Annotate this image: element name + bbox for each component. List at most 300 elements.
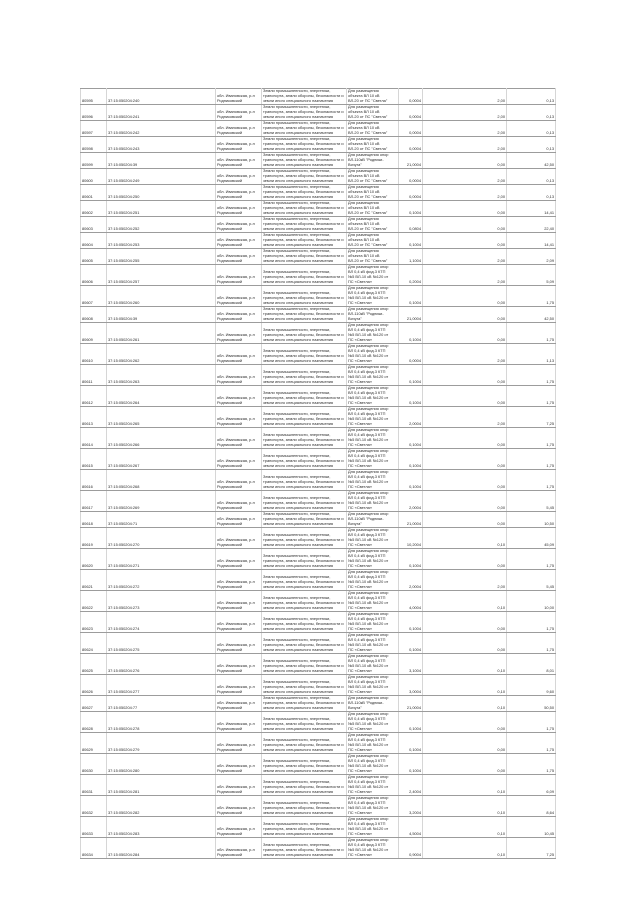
row-number-cell: 80596	[81, 105, 107, 121]
address-cell: обл. Ивановская, р-н Родниковский	[216, 217, 262, 233]
purpose-cell: Для размещения объекта ВЛ 10 кВ ВЛ-20 от ПС "Светла"	[347, 121, 399, 137]
row-number-cell: 80623	[81, 612, 107, 633]
rate-cell: 0,10	[423, 696, 507, 712]
land-category-cell: Земли промышленности, энергетики, транспорта, земли обороны, безопасности и земли иного специального назначения	[262, 307, 347, 323]
value-cell: 10,45	[507, 817, 556, 838]
land-category-cell: Земли промышленности, энергетики, транспорта, земли обороны, безопасности и земли иного специального назначения	[262, 407, 347, 428]
table-row	[81, 612, 556, 633]
row-number-cell: 80622	[81, 591, 107, 612]
table-row	[81, 233, 556, 249]
address-cell: обл. Ивановская, р-н Родниковский	[216, 307, 262, 323]
rate-cell: 0,00	[423, 733, 507, 754]
address-cell: обл. Ивановская, р-н Родниковский	[216, 733, 262, 754]
area-cell: 21,0004	[399, 512, 423, 528]
rate-cell: 2,00	[423, 249, 507, 265]
table-row	[81, 323, 556, 344]
land-category-cell: Земли промышленности, энергетики, транспорта, земли обороны, безопасности и земли иного специального назначения	[262, 838, 347, 859]
table-row	[81, 775, 556, 796]
purpose-cell: Для размещения опор ВЛ 0,4 кВ фид.3 КТП №5 ВЛ-10 кВ №120 от ПС «Светла»	[347, 344, 399, 365]
rate-cell: 0,00	[423, 153, 507, 169]
purpose-cell: Для размещения опор ВЛ 0,4 кВ фид.3 КТП №5 ВЛ-10 кВ №120 от ПС «Светла»	[347, 386, 399, 407]
land-category-cell: Земли промышленности, энергетики, транспорта, земли обороны, безопасности и земли иного специального назначения	[262, 217, 347, 233]
land-category-cell: Земли промышленности, энергетики, транспорта, земли обороны, безопасности и земли иного специального назначения	[262, 105, 347, 121]
table-row	[81, 754, 556, 775]
purpose-cell: Для размещения опор ВЛ 0,4 кВ фид.3 КТП №5 ВЛ-10 кВ №120 от ПС «Светла»	[347, 407, 399, 428]
area-cell: 0,0004	[399, 185, 423, 201]
purpose-cell: Для размещения объекта ВЛ 10 кВ ВЛ-20 от ПС "Светла"	[347, 105, 399, 121]
rate-cell: 0,10	[423, 796, 507, 817]
cadastral-number-cell: 37:15:050204:282	[107, 796, 216, 817]
rate-cell: 0,00	[423, 491, 507, 512]
address-cell: обл. Ивановская, р-н Родниковский	[216, 570, 262, 591]
value-cell: 1,75	[507, 633, 556, 654]
address-cell: обл. Ивановская, р-н Родниковский	[216, 696, 262, 712]
rate-cell: 0,00	[423, 233, 507, 249]
area-cell: 4,0004	[399, 591, 423, 612]
rate-cell: 0,10	[423, 817, 507, 838]
purpose-cell: Для размещения опор ВЛ 0,4 кВ фид.3 КТП №5 ВЛ-10 кВ №120 от ПС «Светла»	[347, 323, 399, 344]
cadastral-number-cell: 37:15:050204:249	[107, 169, 216, 185]
area-cell: 0,1004	[399, 612, 423, 633]
table-row	[81, 217, 556, 233]
value-cell: 1,75	[507, 286, 556, 307]
row-number-cell: 80597	[81, 121, 107, 137]
land-category-cell: Земли промышленности, энергетики, транспорта, земли обороны, безопасности и земли иного специального назначения	[262, 491, 347, 512]
area-cell: 1,1004	[399, 249, 423, 265]
purpose-cell: Для размещения объекта ВЛ 10 кВ ВЛ-20 от ПС "Светла"	[347, 233, 399, 249]
land-category-cell: Земли промышленности, энергетики, транспорта, земли обороны, безопасности и земли иного специального назначения	[262, 612, 347, 633]
address-cell: обл. Ивановская, р-н Родниковский	[216, 775, 262, 796]
row-number-cell: 80605	[81, 249, 107, 265]
area-cell: 4,5004	[399, 817, 423, 838]
table-row	[81, 365, 556, 386]
cadastral-number-cell: 37:15:050204:262	[107, 344, 216, 365]
value-cell: 1,75	[507, 612, 556, 633]
purpose-cell: Для размещения опор ВЛ 0,4 кВ фид.3 КТП №5 ВЛ-10 кВ №120 от ПС «Светла»	[347, 491, 399, 512]
address-cell: обл. Ивановская, р-н Родниковский	[216, 169, 262, 185]
table-row	[81, 89, 556, 105]
row-number-cell: 80631	[81, 775, 107, 796]
cadastral-number-cell: 37:15:050204:255	[107, 249, 216, 265]
cadastral-number-cell: 37:15:050204:265	[107, 407, 216, 428]
cadastral-number-cell: 37:15:050204:267	[107, 449, 216, 470]
row-number-cell: 80625	[81, 654, 107, 675]
table-row	[81, 137, 556, 153]
cadastral-number-cell: 37:15:050204:240	[107, 89, 216, 105]
land-category-cell: Земли промышленности, энергетики, транспорта, земли обороны, безопасности и земли иного специального назначения	[262, 733, 347, 754]
land-category-cell: Земли промышленности, энергетики, транспорта, земли обороны, безопасности и земли иного специального назначения	[262, 754, 347, 775]
value-cell: 50,50	[507, 696, 556, 712]
address-cell: обл. Ивановская, р-н Родниковский	[216, 654, 262, 675]
cadastral-number-cell: 37:15:050204:273	[107, 591, 216, 612]
table-row	[81, 169, 556, 185]
table-row	[81, 696, 556, 712]
cadastral-number-cell: 37:15:050204:253	[107, 233, 216, 249]
rate-cell: 2,00	[423, 121, 507, 137]
value-cell: 42,50	[507, 307, 556, 323]
address-cell: обл. Ивановская, р-н Родниковский	[216, 386, 262, 407]
table-row	[81, 491, 556, 512]
land-category-cell: Земли промышленности, энергетики, транспорта, земли обороны, безопасности и земли иного специального назначения	[262, 185, 347, 201]
value-cell: 1,75	[507, 449, 556, 470]
area-cell: 0,1004	[399, 286, 423, 307]
address-cell: обл. Ивановская, р-н Родниковский	[216, 153, 262, 169]
rate-cell: 0,00	[423, 217, 507, 233]
value-cell: 10,50	[507, 512, 556, 528]
value-cell: 7,25	[507, 407, 556, 428]
rate-cell: 2,00	[423, 344, 507, 365]
table-row	[81, 675, 556, 696]
value-cell: 1,75	[507, 754, 556, 775]
row-number-cell: 80615	[81, 449, 107, 470]
value-cell: 45,09	[507, 528, 556, 549]
cadastral-number-cell: 37:15:050204:241	[107, 105, 216, 121]
purpose-cell: Для размещения опор ВЛ 0,4 кВ фид.3 КТП №5 ВЛ-10 кВ №120 от ПС «Светла»	[347, 265, 399, 286]
table-row	[81, 386, 556, 407]
address-cell: обл. Ивановская, р-н Родниковский	[216, 449, 262, 470]
row-number-cell: 80621	[81, 570, 107, 591]
value-cell: 0,13	[507, 169, 556, 185]
area-cell: 3,2004	[399, 796, 423, 817]
value-cell: 22,40	[507, 217, 556, 233]
rate-cell: 2,00	[423, 137, 507, 153]
address-cell: обл. Ивановская, р-н Родниковский	[216, 233, 262, 249]
land-register-table	[80, 88, 556, 859]
address-cell: обл. Ивановская, р-н Родниковский	[216, 365, 262, 386]
area-cell: 0,0004	[399, 137, 423, 153]
cadastral-number-cell: 37:15:050204:264	[107, 386, 216, 407]
cadastral-number-cell: 37:15:050204:281	[107, 775, 216, 796]
row-number-cell: 80616	[81, 470, 107, 491]
value-cell: 1,75	[507, 428, 556, 449]
row-number-cell: 80599	[81, 153, 107, 169]
address-cell: обл. Ивановская, р-н Родниковский	[216, 612, 262, 633]
row-number-cell: 80630	[81, 754, 107, 775]
row-number-cell: 80619	[81, 528, 107, 549]
land-category-cell: Земли промышленности, энергетики, транспорта, земли обороны, безопасности и земли иного специального назначения	[262, 570, 347, 591]
value-cell: 5,09	[507, 265, 556, 286]
row-number-cell: 80632	[81, 796, 107, 817]
address-cell: обл. Ивановская, р-н Родниковский	[216, 549, 262, 570]
value-cell: 1,75	[507, 470, 556, 491]
address-cell: обл. Ивановская, р-н Родниковский	[216, 754, 262, 775]
area-cell: 21,0004	[399, 696, 423, 712]
land-category-cell: Земли промышленности, энергетики, транспорта, земли обороны, безопасности и земли иного специального назначения	[262, 323, 347, 344]
rate-cell: 2,00	[423, 265, 507, 286]
area-cell: 0,1004	[399, 386, 423, 407]
rate-cell: 0,00	[423, 365, 507, 386]
address-cell: обл. Ивановская, р-н Родниковский	[216, 675, 262, 696]
area-cell: 0,0004	[399, 344, 423, 365]
value-cell: 1,13	[507, 344, 556, 365]
purpose-cell: Для размещения опор ВЛ 0,4 кВ фид.3 КТП №5 ВЛ-10 кВ №120 от ПС «Светла»	[347, 612, 399, 633]
rate-cell: 2,00	[423, 185, 507, 201]
land-category-cell: Земли промышленности, энергетики, транспорта, земли обороны, безопасности и земли иного специального назначения	[262, 201, 347, 217]
table-row	[81, 201, 556, 217]
area-cell: 21,0004	[399, 153, 423, 169]
address-cell: обл. Ивановская, р-н Родниковский	[216, 528, 262, 549]
cadastral-number-cell: 37:15:050204:275	[107, 633, 216, 654]
row-number-cell: 80602	[81, 201, 107, 217]
table-row	[81, 712, 556, 733]
row-number-cell: 80613	[81, 407, 107, 428]
row-number-cell: 80634	[81, 838, 107, 859]
land-category-cell: Земли промышленности, энергетики, транспорта, земли обороны, безопасности и земли иного специального назначения	[262, 591, 347, 612]
land-category-cell: Земли промышленности, энергетики, транспорта, земли обороны, безопасности и земли иного специального назначения	[262, 137, 347, 153]
value-cell: 42,50	[507, 153, 556, 169]
table-row	[81, 428, 556, 449]
table-row	[81, 286, 556, 307]
rate-cell: 0,00	[423, 633, 507, 654]
address-cell: обл. Ивановская, р-н Родниковский	[216, 796, 262, 817]
value-cell: 1,75	[507, 323, 556, 344]
area-cell: 0,1004	[399, 549, 423, 570]
cadastral-number-cell: 37:15:050204:257	[107, 265, 216, 286]
rate-cell: 0,00	[423, 754, 507, 775]
cadastral-number-cell: 37:15:050204:280	[107, 754, 216, 775]
area-cell: 0,0804	[399, 217, 423, 233]
purpose-cell: Для размещения опор ВЛ 0,4 кВ фид.3 КТП №5 ВЛ-10 кВ №120 от ПС «Светла»	[347, 365, 399, 386]
address-cell: обл. Ивановская, р-н Родниковский	[216, 105, 262, 121]
area-cell: 0,1004	[399, 428, 423, 449]
land-category-cell: Земли промышленности, энергетики, транспорта, земли обороны, безопасности и земли иного специального назначения	[262, 696, 347, 712]
area-cell: 3,1004	[399, 654, 423, 675]
address-cell: обл. Ивановская, р-н Родниковский	[216, 249, 262, 265]
table-row	[81, 185, 556, 201]
cadastral-number-cell: 37:15:050204:277	[107, 675, 216, 696]
address-cell: обл. Ивановская, р-н Родниковский	[216, 512, 262, 528]
row-number-cell: 80604	[81, 233, 107, 249]
value-cell: 0,13	[507, 89, 556, 105]
row-number-cell: 80603	[81, 217, 107, 233]
rate-cell: 0,10	[423, 675, 507, 696]
land-category-cell: Земли промышленности, энергетики, транспорта, земли обороны, безопасности и земли иного специального назначения	[262, 89, 347, 105]
address-cell: обл. Ивановская, р-н Родниковский	[216, 286, 262, 307]
rate-cell: 0,00	[423, 449, 507, 470]
area-cell: 0,1004	[399, 733, 423, 754]
cadastral-number-cell: 37:15:050204:268	[107, 470, 216, 491]
cadastral-number-cell: 37:15:050204:260	[107, 286, 216, 307]
value-cell: 2,09	[507, 249, 556, 265]
row-number-cell: 80607	[81, 286, 107, 307]
cadastral-number-cell: 37:15:050204:279	[107, 733, 216, 754]
value-cell: 1,75	[507, 712, 556, 733]
row-number-cell: 80612	[81, 386, 107, 407]
purpose-cell: Для размещения опор ВЛ 0,4 кВ фид.3 КТП №5 ВЛ-10 кВ №120 от ПС «Светла»	[347, 817, 399, 838]
table-row	[81, 654, 556, 675]
table-row	[81, 121, 556, 137]
area-cell: 0,1004	[399, 323, 423, 344]
purpose-cell: Для размещения опор ВЛ 0,4 кВ фид.3 КТП №5 ВЛ-10 кВ №120 от ПС «Светла»	[347, 775, 399, 796]
rate-cell: 2,00	[423, 169, 507, 185]
land-category-cell: Земли промышленности, энергетики, транспорта, земли обороны, безопасности и земли иного специального назначения	[262, 775, 347, 796]
purpose-cell: Для размещения объекта ВЛ 10 кВ ВЛ-20 от ПС "Светла"	[347, 249, 399, 265]
cadastral-number-cell: 37:15:050204:39	[107, 307, 216, 323]
cadastral-number-cell: 37:15:050204:252	[107, 217, 216, 233]
area-cell: 0,1004	[399, 449, 423, 470]
land-category-cell: Земли промышленности, энергетики, транспорта, земли обороны, безопасности и земли иного специального назначения	[262, 549, 347, 570]
purpose-cell: Для размещения опор ВЛ 0,4 кВ фид.3 КТП №5 ВЛ-10 кВ №120 от ПС «Светла»	[347, 549, 399, 570]
row-number-cell: 80629	[81, 733, 107, 754]
rate-cell: 0,00	[423, 549, 507, 570]
cadastral-number-cell: 37:15:050204:271	[107, 549, 216, 570]
cadastral-number-cell: 37:15:050204:272	[107, 570, 216, 591]
land-category-cell: Земли промышленности, энергетики, транспорта, земли обороны, безопасности и земли иного специального назначения	[262, 633, 347, 654]
address-cell: обл. Ивановская, р-н Родниковский	[216, 407, 262, 428]
value-cell: 8,01	[507, 654, 556, 675]
purpose-cell: Для размещения объекта ВЛ 10 кВ ВЛ-20 от ПС "Светла"	[347, 185, 399, 201]
rate-cell: 0,10	[423, 528, 507, 549]
land-category-cell: Земли промышленности, энергетики, транспорта, земли обороны, безопасности и земли иного специального назначения	[262, 449, 347, 470]
value-cell: 0,13	[507, 137, 556, 153]
address-cell: обл. Ивановская, р-н Родниковский	[216, 428, 262, 449]
area-cell: 0,1004	[399, 365, 423, 386]
address-cell: обл. Ивановская, р-н Родниковский	[216, 185, 262, 201]
address-cell: обл. Ивановская, р-н Родниковский	[216, 265, 262, 286]
cadastral-number-cell: 37:15:050204:251	[107, 201, 216, 217]
land-category-cell: Земли промышленности, энергетики, транспорта, земли обороны, безопасности и земли иного специального назначения	[262, 344, 347, 365]
table-row	[81, 249, 556, 265]
row-number-cell: 80614	[81, 428, 107, 449]
area-cell: 0,0004	[399, 121, 423, 137]
purpose-cell: Для размещения опор ВЛ 0,4 кВ фид.3 КТП №5 ВЛ-10 кВ №120 от ПС «Светла»	[347, 470, 399, 491]
area-cell: 0,1004	[399, 233, 423, 249]
land-category-cell: Земли промышленности, энергетики, транспорта, земли обороны, безопасности и земли иного специального назначения	[262, 153, 347, 169]
purpose-cell: Для размещения опор ВЛ 0,4 кВ фид.3 КТП №5 ВЛ-10 кВ №120 от ПС «Светла»	[347, 528, 399, 549]
value-cell: 0,13	[507, 105, 556, 121]
cadastral-number-cell: 37:15:050204:71	[107, 512, 216, 528]
land-category-cell: Земли промышленности, энергетики, транспорта, земли обороны, безопасности и земли иного специального назначения	[262, 428, 347, 449]
table-row	[81, 733, 556, 754]
value-cell: 0,13	[507, 185, 556, 201]
land-category-cell: Земли промышленности, энергетики, транспорта, земли обороны, безопасности и земли иного специального назначения	[262, 365, 347, 386]
address-cell: обл. Ивановская, р-н Родниковский	[216, 344, 262, 365]
value-cell: 1,75	[507, 733, 556, 754]
cadastral-number-cell: 37:15:050204:39	[107, 153, 216, 169]
area-cell: 2,0004	[399, 407, 423, 428]
value-cell: 8,64	[507, 796, 556, 817]
value-cell: 14,41	[507, 201, 556, 217]
value-cell: 0,13	[507, 121, 556, 137]
value-cell: 9,60	[507, 675, 556, 696]
address-cell: обл. Ивановская, р-н Родниковский	[216, 491, 262, 512]
cadastral-number-cell: 37:15:050204:242	[107, 121, 216, 137]
area-cell: 0,0004	[399, 105, 423, 121]
purpose-cell: Для размещения опор ВЛ 0,4 кВ фид.3 КТП №5 ВЛ-10 кВ №120 от ПС «Светла»	[347, 675, 399, 696]
table-row	[81, 265, 556, 286]
cadastral-number-cell: 37:15:050204:77	[107, 696, 216, 712]
row-number-cell: 80633	[81, 817, 107, 838]
table-body	[81, 89, 556, 859]
value-cell: 14,41	[507, 233, 556, 249]
purpose-cell: Для размещения опор ВЛ 0,4 кВ фид.3 КТП №5 ВЛ-10 кВ №120 от ПС «Светла»	[347, 712, 399, 733]
area-cell: 0,2004	[399, 265, 423, 286]
row-number-cell: 80618	[81, 512, 107, 528]
address-cell: обл. Ивановская, р-н Родниковский	[216, 633, 262, 654]
table-row	[81, 407, 556, 428]
rate-cell: 0,00	[423, 512, 507, 528]
row-number-cell: 80620	[81, 549, 107, 570]
row-number-cell: 80598	[81, 137, 107, 153]
table-row	[81, 528, 556, 549]
table-row	[81, 307, 556, 323]
value-cell: 1,75	[507, 549, 556, 570]
value-cell: 5,45	[507, 491, 556, 512]
address-cell: обл. Ивановская, р-н Родниковский	[216, 712, 262, 733]
rate-cell: 0,10	[423, 838, 507, 859]
purpose-cell: Для размещения опор ВЛ 0,4 кВ фид.3 КТП №5 ВЛ-10 кВ №120 от ПС «Светла»	[347, 570, 399, 591]
purpose-cell: Для размещения объекта ВЛ 10 кВ ВЛ-20 от ПС "Светла"	[347, 169, 399, 185]
rate-cell: 0,00	[423, 201, 507, 217]
land-category-cell: Земли промышленности, энергетики, транспорта, земли обороны, безопасности и земли иного специального назначения	[262, 528, 347, 549]
purpose-cell: Для размещения объекта ВЛ 10 кВ ВЛ-20 от ПС "Светла"	[347, 137, 399, 153]
purpose-cell: Для размещения опор ВЛ 0,4 кВ фид.3 КТП №5 ВЛ-10 кВ №120 от ПС «Светла»	[347, 449, 399, 470]
purpose-cell: Для размещения опор ВЛ 0,4 кВ фид.3 КТП №5 ВЛ-10 кВ №120 от ПС «Светла»	[347, 633, 399, 654]
area-cell: 10,2004	[399, 528, 423, 549]
table-row	[81, 449, 556, 470]
cadastral-number-cell: 37:15:050204:263	[107, 365, 216, 386]
area-cell: 0,0004	[399, 89, 423, 105]
address-cell: обл. Ивановская, р-н Родниковский	[216, 470, 262, 491]
rate-cell: 0,10	[423, 654, 507, 675]
purpose-cell: Для размещения опор ВЛ-110кВ "Родники- Вичуга"	[347, 153, 399, 169]
area-cell: 0,0004	[399, 169, 423, 185]
area-cell: 2,0004	[399, 491, 423, 512]
table-row	[81, 570, 556, 591]
rate-cell: 0,00	[423, 286, 507, 307]
value-cell: 1,75	[507, 365, 556, 386]
area-cell: 0,1004	[399, 470, 423, 491]
row-number-cell: 80601	[81, 185, 107, 201]
rate-cell: 0,00	[423, 386, 507, 407]
rate-cell: 2,00	[423, 89, 507, 105]
rate-cell: 0,00	[423, 428, 507, 449]
row-number-cell: 80609	[81, 323, 107, 344]
land-category-cell: Земли промышленности, энергетики, транспорта, земли обороны, безопасности и земли иного специального назначения	[262, 512, 347, 528]
purpose-cell: Для размещения опор ВЛ-110кВ "Родники- Вичуга"	[347, 696, 399, 712]
land-category-cell: Земли промышленности, энергетики, транспорта, земли обороны, безопасности и земли иного специального назначения	[262, 386, 347, 407]
address-cell: обл. Ивановская, р-н Родниковский	[216, 838, 262, 859]
purpose-cell: Для размещения опор ВЛ-110кВ "Родники- Вичуга"	[347, 512, 399, 528]
purpose-cell: Для размещения опор ВЛ 0,4 кВ фид.3 КТП №5 ВЛ-10 кВ №120 от ПС «Светла»	[347, 591, 399, 612]
rate-cell: 0,00	[423, 712, 507, 733]
row-number-cell: 80595	[81, 89, 107, 105]
address-cell: обл. Ивановская, р-н Родниковский	[216, 137, 262, 153]
row-number-cell: 80610	[81, 344, 107, 365]
purpose-cell: Для размещения объекта ВЛ 10 кВ ВЛ-20 от ПС "Светла"	[347, 217, 399, 233]
land-category-cell: Земли промышленности, энергетики, транспорта, земли обороны, безопасности и земли иного специального назначения	[262, 233, 347, 249]
rate-cell: 0,00	[423, 323, 507, 344]
table-row	[81, 549, 556, 570]
row-number-cell: 80624	[81, 633, 107, 654]
table-row	[81, 796, 556, 817]
cadastral-number-cell: 37:15:050204:284	[107, 838, 216, 859]
cadastral-number-cell: 37:15:050204:269	[107, 491, 216, 512]
rate-cell: 2,00	[423, 570, 507, 591]
purpose-cell: Для размещения опор ВЛ 0,4 кВ фид.3 КТП №5 ВЛ-10 кВ №120 от ПС «Светла»	[347, 838, 399, 859]
address-cell: обл. Ивановская, р-н Родниковский	[216, 89, 262, 105]
cadastral-number-cell: 37:15:050204:276	[107, 654, 216, 675]
area-cell: 0,1004	[399, 754, 423, 775]
rate-cell: 0,10	[423, 775, 507, 796]
cadastral-number-cell: 37:15:050204:243	[107, 137, 216, 153]
address-cell: обл. Ивановская, р-н Родниковский	[216, 817, 262, 838]
purpose-cell: Для размещения объекта ВЛ 10 кВ ВЛ-20 от ПС "Светла"	[347, 89, 399, 105]
value-cell: 7,25	[507, 838, 556, 859]
row-number-cell: 80626	[81, 675, 107, 696]
table-row	[81, 512, 556, 528]
area-cell: 0,9004	[399, 838, 423, 859]
